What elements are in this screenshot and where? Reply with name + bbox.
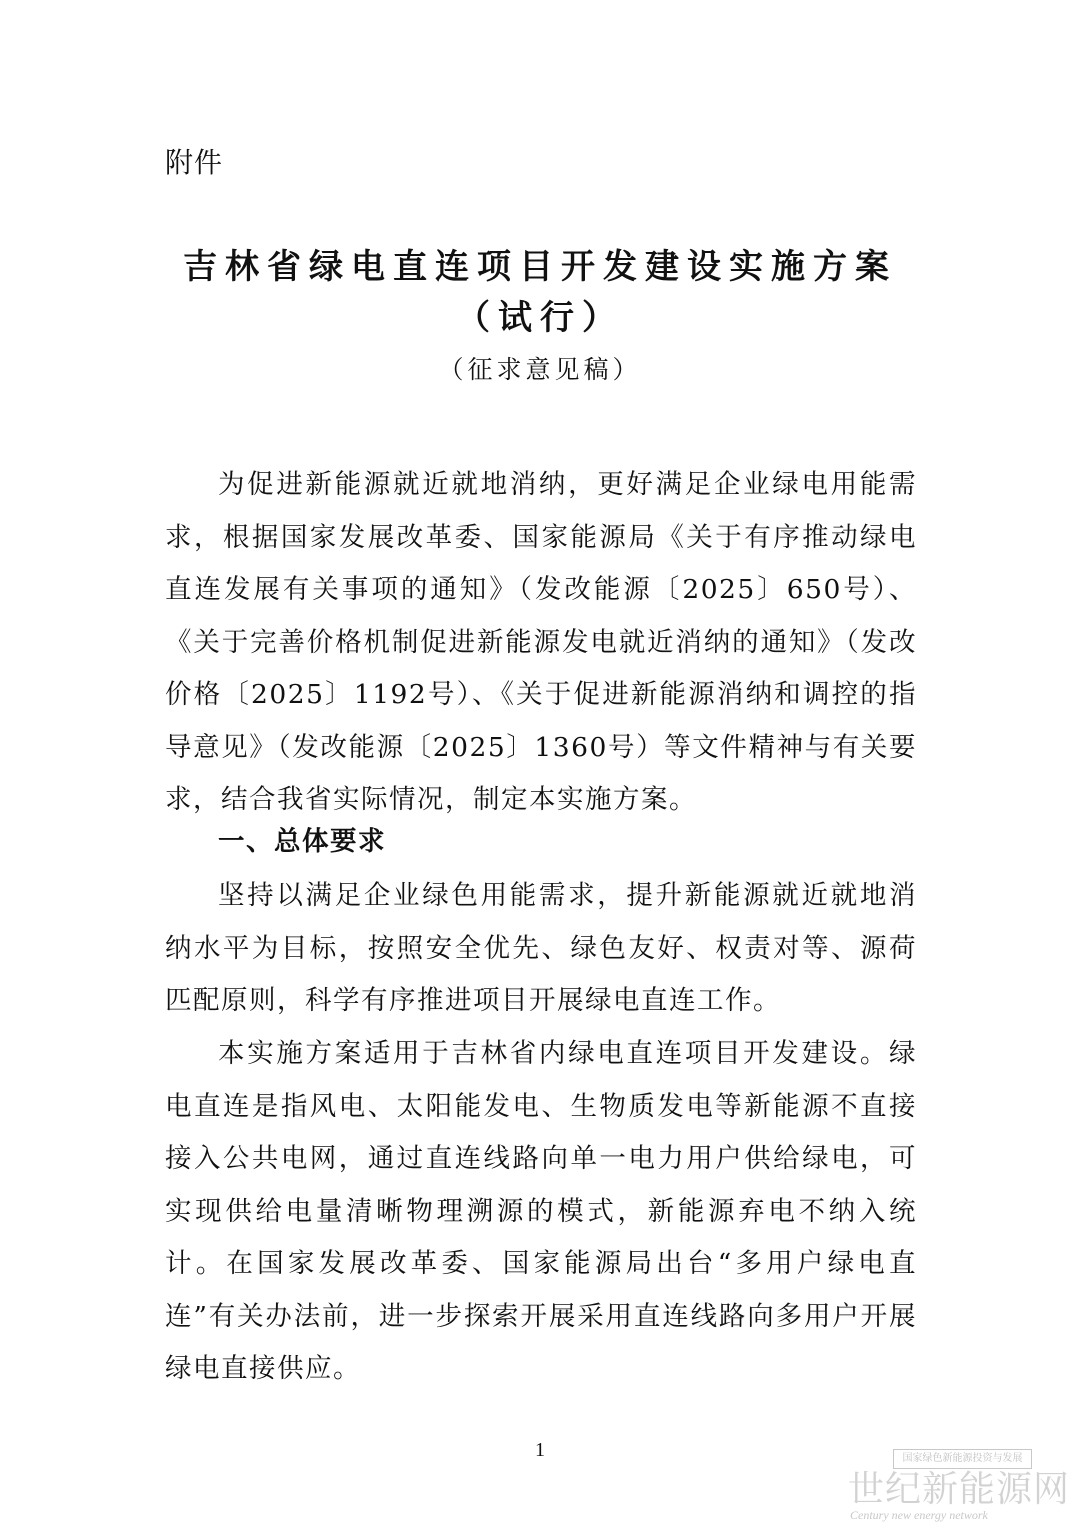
paragraph-scope: 本实施方案适用于吉林省内绿电直连项目开发建设。绿电直连是指风电、太阳能发电、生物质发电等新能源不直接接入公共电网，通过直连线路向单一电力用户供给绿电，可实现供给电量清晰物理溯源的模式，新能源弃电不纳入统计。在国家发展改革委、国家能源局出台“多用户绿电直连”有关办法前，进一步探索开展采用直连线路向多用户开展绿电直接供应。 (165, 1038, 917, 1384)
watermark-logo-text: 世纪新能源网 (848, 1469, 1071, 1510)
document-title-trial: （试行） (456, 298, 624, 338)
page-number: 1 (535, 1439, 545, 1461)
attachment-label: 附件 (165, 146, 224, 179)
body-paragraph-2 (165, 870, 917, 1028)
document-title: 吉林省绿电直连项目开发建设实施方案 (183, 247, 897, 287)
body-intro (165, 459, 917, 827)
paragraph-principles: 坚持以满足企业绿色用能需求，提升新能源就近就地消纳水平为目标，按照安全优先、绿色友好、权责对等、源荷匹配原则，科学有序推进项目开展绿电直连工作。 (165, 880, 917, 1016)
section-heading-overall-requirements: 一、总体要求 (218, 826, 386, 857)
body-section-1 (165, 816, 917, 869)
document-subtitle: （征求意见稿） (438, 355, 642, 384)
watermark-subtext: Century new energy network (850, 1508, 988, 1522)
paragraph-intro: 为促进新能源就近就地消纳，更好满足企业绿电用能需求，根据国家发展改革委、国家能源局《关于有序推动绿电直连发展有关事项的通知》（发改能源〔2025〕650号）、《关于完善价格机制促进新能源发电就近消纳的通知》（发改价格〔2025〕1192号）、《关于促进新能源消纳和调控的指导意见》（发改能源〔2025〕1360号）等文件精神与有关要求，结合我省实际情况，制定本实施方案。 (165, 469, 917, 815)
watermark-box: 国家绿色新能源投资与发展 (893, 1449, 1032, 1469)
body-paragraph-3 (165, 1028, 917, 1396)
